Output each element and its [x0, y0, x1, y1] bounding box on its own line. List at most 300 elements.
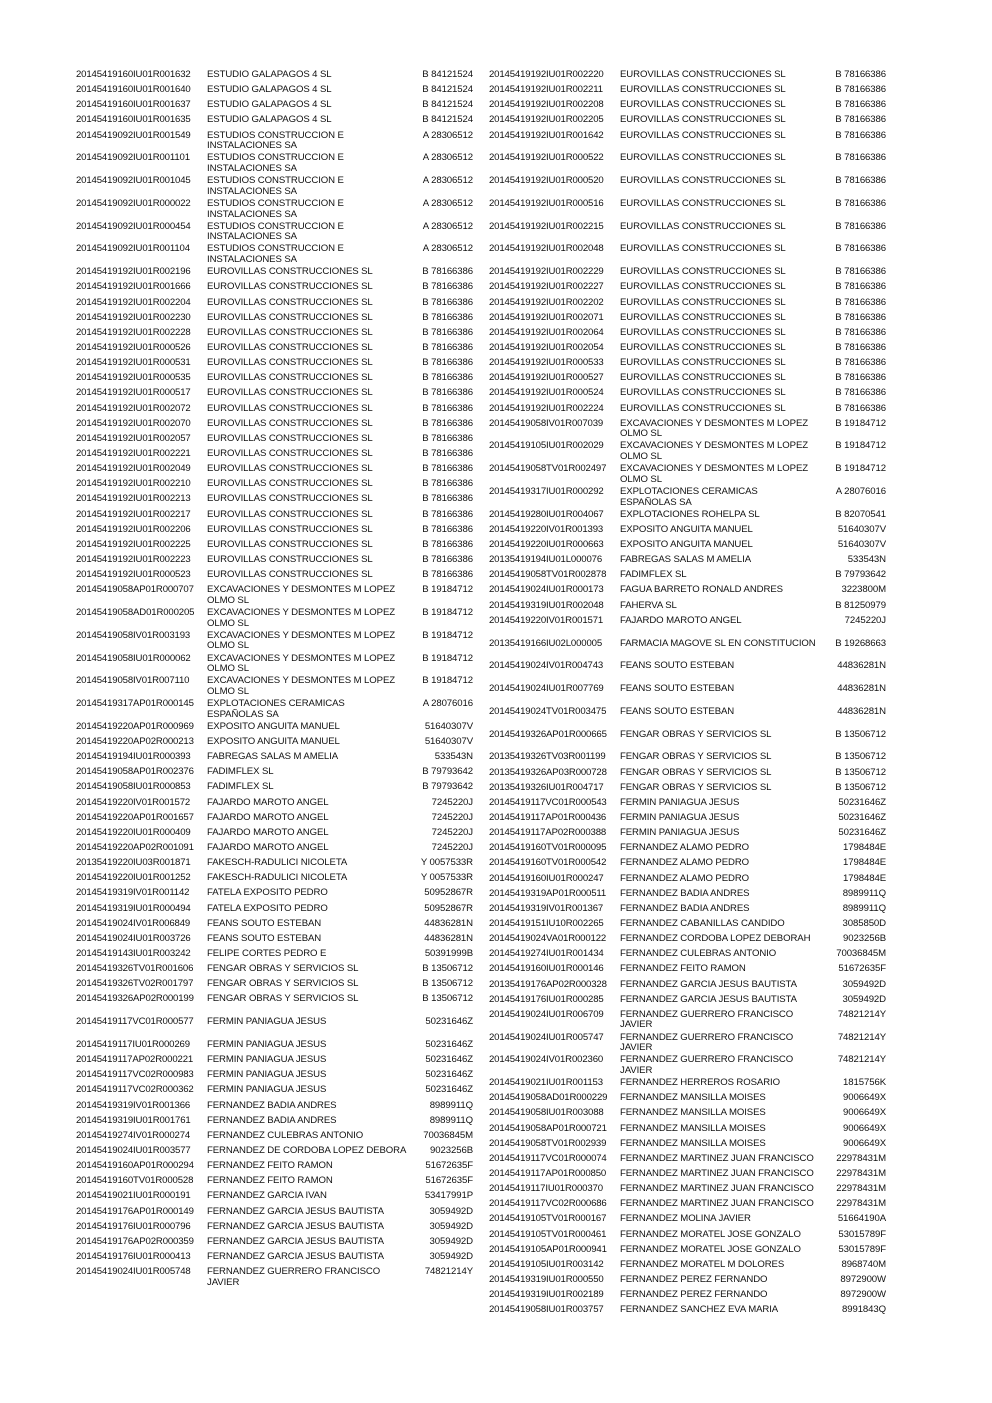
- record-name: EUROVILLAS CONSTRUCCIONES SL: [207, 402, 373, 414]
- list-item: [489, 601, 889, 612]
- record-tax-id: 3059492D: [842, 993, 886, 1005]
- record-name: FERNANDEZ BADIA ANDRES: [207, 1114, 337, 1126]
- record-name: FERMIN PANIAGUA JESUS: [207, 1038, 327, 1050]
- record-name: FATELA EXPOSITO PEDRO: [207, 887, 328, 899]
- record-tax-id: B 78166386: [422, 493, 473, 505]
- list-item: [76, 540, 476, 551]
- list-item: [76, 244, 476, 265]
- record-tax-id: B 13506712: [835, 766, 886, 778]
- record-code: 20145419192IU01R002072: [76, 402, 191, 414]
- record-name: EUROVILLAS CONSTRUCCIONES SL: [620, 99, 786, 111]
- record-name: ESTUDIOS CONSTRUCCION E INSTALACIONES SA: [207, 243, 344, 266]
- record-name: FAJARDO MAROTO ANGEL: [620, 614, 742, 626]
- record-code: 20145419117VC01R000074: [489, 1152, 607, 1164]
- record-code: 20145419220IU01R000663: [489, 539, 604, 551]
- list-item: [489, 995, 889, 1006]
- record-name: FERNANDEZ GARCIA JESUS BAUTISTA: [620, 978, 797, 990]
- record-code: 20145419192IU01R002202: [489, 296, 604, 308]
- record-tax-id: 3223800M: [841, 584, 886, 596]
- list-item: [489, 843, 889, 854]
- record-code: 20145419192IU01R000535: [76, 372, 191, 384]
- record-tax-id: 51672635F: [425, 1175, 473, 1187]
- list-item: [76, 858, 476, 869]
- list-item: [76, 176, 476, 197]
- list-item: [76, 1191, 476, 1202]
- record-tax-id: B 78166386: [422, 326, 473, 338]
- list-item: [76, 654, 476, 675]
- list-item: [489, 1055, 889, 1076]
- record-code: 20145419274IU01R001434: [489, 948, 604, 960]
- record-tax-id: B 79793642: [422, 766, 473, 778]
- record-tax-id: 44836281N: [424, 932, 473, 944]
- list-item: [489, 267, 889, 278]
- record-name: EUROVILLAS CONSTRUCCIONES SL: [207, 538, 373, 550]
- record-tax-id: 8972900W: [840, 1289, 886, 1301]
- list-item: [76, 1222, 476, 1233]
- record-code: 20145419092IU01R001104: [76, 243, 190, 255]
- list-item: [489, 1169, 889, 1180]
- list-item: [489, 919, 889, 930]
- record-code: 20145419024IU01R005748: [76, 1266, 191, 1278]
- record-code: 20145419176AP01R000149: [76, 1205, 194, 1217]
- record-tax-id: B 78166386: [422, 266, 473, 278]
- list-item: [489, 1010, 889, 1031]
- record-code: 20145419024IV01R004743: [489, 660, 604, 672]
- list-item: [76, 199, 476, 220]
- list-item: [76, 525, 476, 536]
- record-code: 20135419194IU01L000076: [489, 554, 603, 566]
- list-item: [489, 904, 889, 915]
- record-tax-id: B 19184712: [835, 463, 886, 475]
- record-tax-id: B 78166386: [422, 281, 473, 293]
- record-tax-id: B 78166386: [422, 553, 473, 565]
- list-item: [489, 419, 889, 440]
- record-name: EUROVILLAS CONSTRUCCIONES SL: [620, 387, 786, 399]
- record-code: 20145419317IU01R000292: [489, 486, 604, 497]
- record-code: 20145419192IU01R002048: [489, 243, 604, 255]
- list-item: [489, 858, 889, 869]
- record-code: 20145419192IU01R002057: [76, 432, 191, 444]
- record-code: 20145419160TV01R000095: [489, 842, 607, 854]
- record-tax-id: 8989911Q: [429, 1099, 473, 1111]
- list-item: [76, 722, 476, 733]
- list-item: [76, 464, 476, 475]
- record-code: 20145419117IU01R000370: [489, 1183, 603, 1195]
- record-tax-id: B 78166386: [835, 341, 886, 353]
- record-name: FAGUA BARRETO RONALD ANDRES: [620, 584, 783, 596]
- record-code: 20145419058AD01R000205: [76, 606, 195, 618]
- record-name: FENGAR OBRAS Y SERVICIOS SL: [207, 993, 359, 1005]
- record-name: FERNANDEZ GUERRERO FRANCISCO JAVIER: [207, 1266, 381, 1288]
- record-code: 20145419192IU01R000516: [489, 197, 604, 209]
- record-code: 20145419058IV01R003193: [76, 629, 191, 641]
- record-tax-id: 533543N: [434, 751, 473, 763]
- record-name: FERNANDEZ MORATEL JOSE GONZALO: [620, 1243, 801, 1255]
- record-name: FERNANDEZ MANSILLA MOISES: [620, 1122, 766, 1134]
- record-tax-id: 7245220J: [844, 614, 886, 626]
- record-name: EUROVILLAS CONSTRUCCIONES SL: [207, 447, 373, 459]
- record-code: 20145419192IU01R002217: [76, 508, 191, 520]
- record-name: EXCAVACIONES Y DESMONTES M LOPEZ OLMO SL: [207, 675, 396, 697]
- list-item: [489, 153, 889, 164]
- record-name: EUROVILLAS CONSTRUCCIONES SL: [207, 432, 373, 444]
- record-code: 20145419192IU01R000520: [489, 175, 604, 187]
- record-name: EUROVILLAS CONSTRUCCIONES SL: [620, 341, 786, 353]
- record-code: 20145419280IU01R004067: [489, 508, 604, 520]
- record-code: 20145419220AP02R000213: [76, 736, 194, 748]
- record-tax-id: 50231646Z: [425, 1016, 473, 1028]
- record-tax-id: B 13506712: [422, 978, 473, 990]
- list-item: [76, 479, 476, 490]
- list-item: [489, 730, 889, 741]
- list-item: [76, 873, 476, 884]
- record-name: FERNANDEZ ALAMO PEDRO: [620, 842, 750, 854]
- list-item: [489, 813, 889, 824]
- list-item: [76, 888, 476, 899]
- record-tax-id: 7245220J: [431, 811, 473, 823]
- list-item: [76, 100, 476, 111]
- record-tax-id: B 19184712: [835, 417, 886, 429]
- record-code: 20145419192IU01R002049: [76, 463, 191, 475]
- record-name: EXCAVACIONES Y DESMONTES M LOPEZ OLMO SL: [620, 417, 809, 440]
- list-item: [76, 282, 476, 293]
- right-column: [489, 70, 889, 1320]
- record-tax-id: 3059492D: [429, 1205, 473, 1217]
- record-tax-id: 50391999B: [424, 948, 473, 959]
- record-tax-id: 50952867R: [424, 887, 473, 899]
- record-code: 20145419192IU01R002210: [76, 478, 191, 490]
- record-tax-id: B 78166386: [422, 523, 473, 535]
- record-name: FERNANDEZ FEITO RAMON: [207, 1175, 333, 1187]
- record-name: FARMACIA MAGOVE SL EN CONSTITUCION: [620, 637, 816, 649]
- record-tax-id: B 78166386: [422, 341, 473, 353]
- record-tax-id: 53015789F: [838, 1243, 886, 1255]
- list-item: [489, 222, 889, 233]
- record-code: 20145419319IU01R000494: [76, 902, 191, 914]
- list-item: [76, 153, 476, 174]
- record-tax-id: B 13506712: [422, 963, 473, 975]
- list-item: [76, 964, 476, 975]
- record-name: EXPLOTACIONES CERAMICAS ESPAÑOLAS SA: [207, 698, 345, 720]
- record-code: 20145419058IU01R003088: [489, 1107, 604, 1119]
- list-item: [489, 328, 889, 339]
- record-tax-id: 8989911Q: [429, 1114, 473, 1126]
- record-code: 20145419192IU01R002227: [489, 281, 604, 293]
- record-code: 20145419326TV01R001606: [76, 963, 194, 975]
- list-item: [489, 783, 889, 794]
- record-tax-id: 44836281N: [424, 917, 473, 929]
- record-name: FEANS SOUTO ESTEBAN: [620, 660, 735, 672]
- list-item: [489, 1199, 889, 1210]
- record-tax-id: B 78166386: [835, 175, 886, 187]
- list-item: [489, 115, 889, 126]
- record-code: 20145419192IU01R000533: [489, 357, 604, 369]
- record-code: 20145419220IV01R001393: [489, 523, 604, 535]
- record-code: 20145419117VC01R000577: [76, 1016, 194, 1028]
- list-item: [489, 1093, 889, 1104]
- list-item: [76, 1101, 476, 1112]
- record-name: FADIMFLEX SL: [207, 781, 274, 793]
- record-name: FERNANDEZ MANSILLA MOISES: [620, 1107, 766, 1119]
- record-code: 20145419024VA01R000122: [489, 933, 607, 945]
- record-code: 20145419117AP01R000436: [489, 812, 607, 824]
- record-code: 20145419105IU01R002029: [489, 440, 604, 452]
- record-name: EUROVILLAS CONSTRUCCIONES SL: [620, 311, 786, 323]
- record-name: FERNANDEZ CABANILLAS CANDIDO: [620, 918, 785, 929]
- list-item: [489, 1078, 889, 1089]
- record-name: EUROVILLAS CONSTRUCCIONES SL: [207, 387, 373, 399]
- list-item: [489, 585, 889, 596]
- record-code: 20135419326AP03R000728: [489, 766, 607, 778]
- list-item: [489, 874, 889, 885]
- record-code: 20145419220AP01R001657: [76, 811, 194, 823]
- record-name: FERNANDEZ GARCIA JESUS BAUTISTA: [620, 993, 797, 1005]
- record-code: 20145419319IU01R001761: [76, 1114, 191, 1126]
- record-name: EUROVILLAS CONSTRUCCIONES SL: [207, 341, 373, 353]
- record-code: 20145419160IU01R001640: [76, 84, 191, 96]
- record-tax-id: A 28076016: [422, 698, 473, 710]
- record-tax-id: 9023256B: [843, 933, 886, 945]
- list-item: [489, 752, 889, 763]
- record-tax-id: 50231646Z: [425, 1054, 473, 1066]
- record-code: 20135419176AP02R000328: [489, 978, 607, 990]
- record-name: EXPOSITO ANGUITA MANUEL: [620, 539, 753, 551]
- record-tax-id: A 28076016: [835, 486, 886, 497]
- record-tax-id: 9006649X: [843, 1137, 886, 1149]
- list-item: [489, 441, 889, 462]
- list-item: [489, 244, 889, 255]
- record-code: 20145419105AP01R000941: [489, 1243, 607, 1255]
- list-item: [489, 176, 889, 187]
- record-name: EUROVILLAS CONSTRUCCIONES SL: [620, 114, 786, 126]
- record-code: 20145419117AP02R000388: [489, 827, 607, 839]
- record-code: 20145419105IU01R003142: [489, 1258, 604, 1270]
- record-name: FERNANDEZ MOLINA JAVIER: [620, 1213, 751, 1225]
- record-name: EXPLOTACIONES CERAMICAS ESPAÑOLAS SA: [620, 486, 758, 508]
- record-code: 20145419024IU01R000173: [489, 584, 604, 596]
- record-name: EXCAVACIONES Y DESMONTES M LOPEZ OLMO SL: [207, 584, 396, 606]
- list-item: [489, 555, 889, 566]
- record-tax-id: 22978431M: [836, 1168, 886, 1180]
- record-code: 20145419021IU01R000191: [76, 1190, 191, 1202]
- list-item: [76, 1267, 476, 1288]
- record-tax-id: 70036845M: [423, 1129, 473, 1141]
- record-tax-id: B 78166386: [422, 538, 473, 550]
- record-code: 20145419220AP02R001091: [76, 842, 194, 854]
- record-name: FADIMFLEX SL: [207, 766, 274, 778]
- record-name: FERNANDEZ GARCIA IVAN: [207, 1190, 327, 1202]
- record-tax-id: 8991843Q: [841, 1304, 886, 1316]
- record-tax-id: 44836281N: [837, 660, 886, 672]
- record-name: FEANS SOUTO ESTEBAN: [620, 705, 735, 717]
- record-tax-id: 3059492D: [429, 1250, 473, 1262]
- record-code: 20145419192IU01R002211: [489, 84, 603, 96]
- list-item: [489, 199, 889, 210]
- record-tax-id: B 78166386: [835, 372, 886, 384]
- record-code: 20145419117AP02R000221: [76, 1054, 194, 1066]
- list-item: [76, 373, 476, 384]
- record-tax-id: B 78166386: [422, 387, 473, 399]
- record-tax-id: B 78166386: [835, 114, 886, 126]
- record-code: 20145419176IU01R000285: [489, 993, 604, 1005]
- list-item: [76, 1252, 476, 1263]
- record-code: 20145419176IU01R000413: [76, 1250, 191, 1262]
- record-code: 20145419192IU01R002206: [76, 523, 191, 535]
- record-tax-id: B 84121524: [422, 69, 473, 80]
- record-tax-id: B 78166386: [422, 311, 473, 323]
- record-code: 20145419024IU01R003726: [76, 932, 191, 944]
- record-tax-id: B 78166386: [422, 569, 473, 581]
- record-code: 20145419058IV01R007110: [76, 675, 190, 687]
- record-tax-id: 9006649X: [843, 1107, 886, 1119]
- list-item: [489, 1230, 889, 1241]
- list-item: [76, 676, 476, 697]
- record-tax-id: B 78166386: [835, 387, 886, 399]
- list-item: [76, 131, 476, 152]
- record-name: EUROVILLAS CONSTRUCCIONES SL: [207, 523, 373, 535]
- record-name: EUROVILLAS CONSTRUCCIONES SL: [620, 129, 786, 141]
- record-name: FAKESCH-RADULICI NICOLETA: [207, 857, 348, 869]
- list-item: [76, 449, 476, 460]
- record-code: 20135419326TV03R001199: [489, 751, 606, 763]
- record-tax-id: B 78166386: [835, 296, 886, 308]
- record-name: EUROVILLAS CONSTRUCCIONES SL: [207, 311, 373, 323]
- record-code: 20145419192IU01R002204: [76, 296, 191, 308]
- record-name: FEANS SOUTO ESTEBAN: [207, 917, 322, 929]
- record-code: 20145419317AP01R000145: [76, 698, 194, 710]
- record-tax-id: B 78166386: [835, 281, 886, 293]
- record-code: 20145419058TV01R002497: [489, 463, 607, 475]
- list-item: [76, 267, 476, 278]
- record-code: 20145419176AP02R000359: [76, 1235, 194, 1247]
- list-item: [76, 404, 476, 415]
- list-item: [489, 525, 889, 536]
- record-code: 20145419117VC02R000686: [489, 1198, 607, 1210]
- record-code: 20145419192IU01R002064: [489, 326, 604, 338]
- record-name: FENGAR OBRAS Y SERVICIOS SL: [620, 781, 772, 793]
- record-code: 20145419194IU01R000393: [76, 751, 191, 763]
- record-name: ESTUDIO GALAPAGOS 4 SL: [207, 84, 332, 96]
- record-tax-id: B 82070541: [835, 508, 886, 520]
- record-code: 20145419058IU01R000062: [76, 652, 191, 664]
- record-tax-id: B 78166386: [422, 417, 473, 429]
- list-item: [489, 1184, 889, 1195]
- record-name: FERNANDEZ ALAMO PEDRO: [620, 857, 750, 869]
- record-tax-id: B 78166386: [422, 296, 473, 308]
- record-name: ESTUDIOS CONSTRUCCION E INSTALACIONES SA: [207, 197, 344, 220]
- record-name: FENGAR OBRAS Y SERVICIOS SL: [620, 751, 772, 763]
- record-code: 20145419058AD01R000229: [489, 1092, 608, 1104]
- record-name: FERNANDEZ MARTINEZ JUAN FRANCISCO: [620, 1152, 814, 1164]
- record-code: 20145419151IU10R002265: [489, 918, 604, 929]
- record-tax-id: B 78166386: [422, 508, 473, 520]
- list-item: [489, 313, 889, 324]
- record-tax-id: 22978431M: [836, 1152, 886, 1164]
- record-name: FERNANDEZ MORATEL JOSE GONZALO: [620, 1228, 801, 1240]
- list-item: [489, 889, 889, 900]
- record-name: EUROVILLAS CONSTRUCCIONES SL: [207, 266, 373, 278]
- record-code: 20145419117AP01R000850: [489, 1168, 607, 1180]
- record-code: 20135419326IU01R004717: [489, 781, 604, 793]
- record-code: 20145419319AP01R000511: [489, 887, 607, 899]
- record-name: FERNANDEZ MANSILLA MOISES: [620, 1137, 766, 1149]
- record-code: 20145419192IU01R000527: [489, 372, 604, 384]
- list-item: [76, 343, 476, 354]
- record-name: FERNANDEZ CULEBRAS ANTONIO: [207, 1129, 364, 1141]
- record-tax-id: 53417991P: [424, 1190, 473, 1202]
- list-item: [76, 115, 476, 126]
- record-name: FERNANDEZ PEREZ FERNANDO: [620, 1289, 768, 1301]
- record-tax-id: B 78166386: [422, 357, 473, 369]
- record-name: EUROVILLAS CONSTRUCCIONES SL: [620, 197, 786, 209]
- record-code: 20145419105TV01R000167: [489, 1213, 607, 1225]
- list-item: [489, 131, 889, 142]
- record-tax-id: 533543N: [847, 554, 886, 566]
- record-name: FERNANDEZ HERREROS ROSARIO: [620, 1077, 780, 1089]
- record-code: 20145419220IV01R001571: [489, 614, 604, 626]
- record-code: 20145419192IU01R000526: [76, 341, 191, 353]
- record-code: 20145419160IU01R000247: [489, 872, 604, 884]
- record-code: 20145419176IU01R000796: [76, 1220, 191, 1232]
- record-tax-id: 9023256B: [430, 1144, 473, 1156]
- record-name: FERNANDEZ ALAMO PEDRO: [620, 872, 750, 884]
- record-tax-id: B 13506712: [835, 751, 886, 763]
- list-item: [489, 358, 889, 369]
- record-code: 20145419160IU01R001637: [76, 99, 191, 111]
- record-code: 20145419117VC02R000362: [76, 1084, 194, 1096]
- record-tax-id: 1815756K: [843, 1077, 886, 1089]
- record-code: 20145419192IU01R002225: [76, 538, 191, 550]
- record-name: FERNANDEZ BADIA ANDRES: [620, 902, 750, 914]
- record-code: 20145419024IU01R007769: [489, 683, 604, 695]
- record-name: EUROVILLAS CONSTRUCCIONES SL: [207, 553, 373, 565]
- record-tax-id: 51640307V: [837, 539, 886, 551]
- record-code: 20145419160TV01R000528: [76, 1175, 194, 1187]
- list-item: [76, 752, 476, 763]
- record-name: FABREGAS SALAS M AMELIA: [620, 554, 751, 566]
- list-item: [76, 699, 476, 720]
- record-tax-id: B 84121524: [422, 99, 473, 111]
- record-name: FERNANDEZ MARTINEZ JUAN FRANCISCO: [620, 1168, 814, 1180]
- record-code: 20145419192IU01R002223: [76, 553, 191, 565]
- list-item: [76, 1017, 476, 1028]
- list-item: [489, 1260, 889, 1271]
- record-name: ESTUDIOS CONSTRUCCION E INSTALACIONES SA: [207, 175, 344, 197]
- list-item: [76, 919, 476, 930]
- list-item: [489, 298, 889, 309]
- list-item: [76, 798, 476, 809]
- list-item: [76, 1055, 476, 1066]
- record-name: EUROVILLAS CONSTRUCCIONES SL: [207, 417, 373, 429]
- record-name: FENGAR OBRAS Y SERVICIOS SL: [207, 963, 359, 975]
- record-tax-id: B 19184712: [422, 652, 473, 664]
- list-item: [76, 1207, 476, 1218]
- left-column: [76, 70, 476, 1290]
- record-tax-id: 51672635F: [425, 1160, 473, 1172]
- list-item: [76, 510, 476, 521]
- record-name: EUROVILLAS CONSTRUCCIONES SL: [620, 266, 786, 278]
- record-tax-id: Y 0057533R: [420, 872, 473, 884]
- record-tax-id: B 13506712: [835, 781, 886, 793]
- record-tax-id: B 78166386: [835, 220, 886, 232]
- record-name: FERNANDEZ FEITO RAMON: [207, 1160, 333, 1172]
- list-item: [489, 85, 889, 96]
- list-item: [489, 1275, 889, 1286]
- record-code: 20145419192IU01R002229: [489, 266, 604, 278]
- record-name: EUROVILLAS CONSTRUCCIONES SL: [620, 372, 786, 384]
- record-code: 20145419326AP01R000665: [489, 728, 607, 740]
- list-item: [489, 1108, 889, 1119]
